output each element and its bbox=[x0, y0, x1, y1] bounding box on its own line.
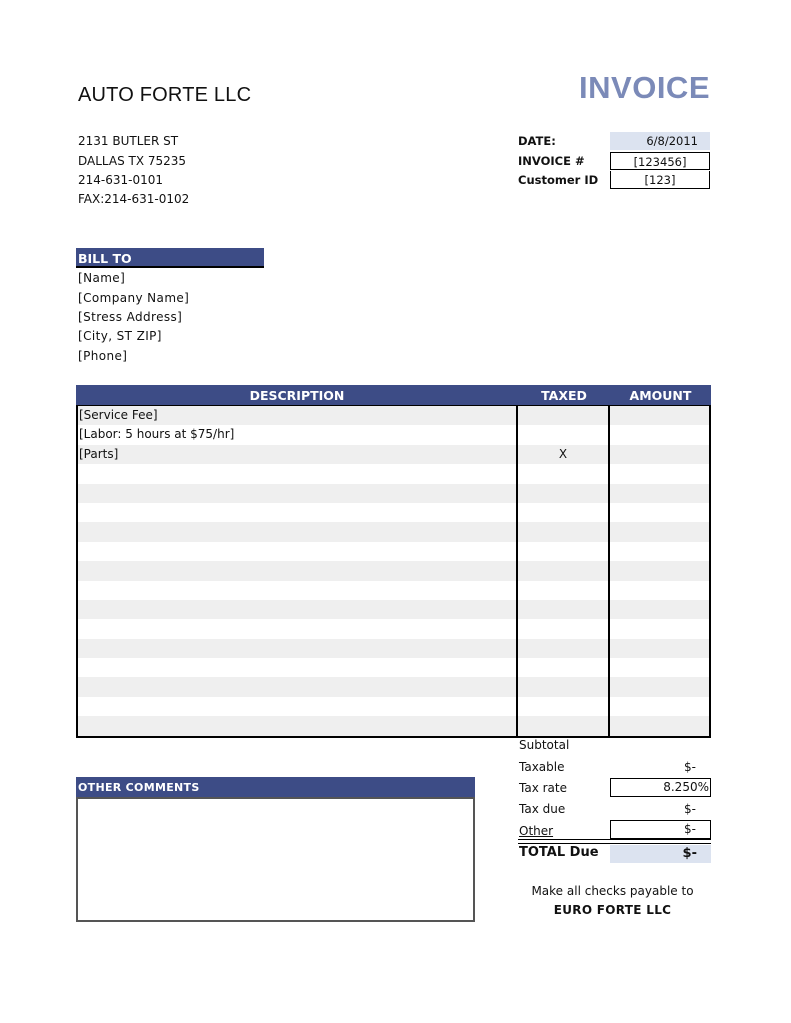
description-cell[interactable]: [Parts] bbox=[78, 445, 518, 464]
taxed-cell[interactable] bbox=[518, 484, 610, 503]
amount-cell[interactable] bbox=[610, 716, 709, 735]
invoice-number-field[interactable]: [123456] bbox=[610, 152, 710, 170]
table-row bbox=[78, 542, 709, 561]
amount-cell[interactable] bbox=[610, 561, 709, 580]
tax-due-value: $- bbox=[684, 802, 696, 816]
bill-to-phone[interactable]: [Phone] bbox=[78, 349, 128, 363]
taxed-cell[interactable] bbox=[518, 697, 610, 716]
table-row bbox=[78, 716, 709, 735]
table-row bbox=[78, 600, 709, 619]
description-cell[interactable]: [Labor: 5 hours at $75/hr] bbox=[78, 425, 518, 444]
taxed-cell[interactable] bbox=[518, 658, 610, 677]
taxed-cell[interactable] bbox=[518, 561, 610, 580]
taxed-cell[interactable]: X bbox=[518, 445, 610, 464]
taxed-cell[interactable] bbox=[518, 716, 610, 735]
line-items-table bbox=[76, 385, 711, 738]
amount-cell[interactable] bbox=[610, 581, 709, 600]
total-due-value: $- bbox=[610, 845, 711, 863]
company-address-line: DALLAS TX 75235 bbox=[78, 154, 187, 168]
taxed-cell[interactable] bbox=[518, 406, 610, 425]
description-column-header: DESCRIPTION bbox=[249, 388, 345, 403]
company-address-line: 2131 BUTLER ST bbox=[78, 134, 179, 148]
payee-name: EURO FORTE LLC bbox=[553, 903, 672, 917]
table-row bbox=[78, 561, 709, 580]
taxed-cell[interactable] bbox=[518, 503, 610, 522]
amount-cell[interactable] bbox=[610, 677, 709, 696]
description-cell[interactable] bbox=[78, 581, 518, 600]
table-row bbox=[78, 445, 709, 464]
table-row bbox=[78, 639, 709, 658]
table-row bbox=[78, 619, 709, 638]
description-cell[interactable] bbox=[78, 522, 518, 541]
amount-cell[interactable] bbox=[610, 522, 709, 541]
taxed-cell[interactable] bbox=[518, 677, 610, 696]
taxed-cell[interactable] bbox=[518, 522, 610, 541]
table-row bbox=[78, 484, 709, 503]
amount-cell[interactable] bbox=[610, 484, 709, 503]
taxed-cell[interactable] bbox=[518, 639, 610, 658]
amount-cell[interactable] bbox=[610, 445, 709, 464]
amount-cell[interactable] bbox=[610, 425, 709, 444]
description-cell[interactable] bbox=[78, 542, 518, 561]
description-cell[interactable] bbox=[78, 639, 518, 658]
description-cell[interactable] bbox=[78, 619, 518, 638]
other-label: Other bbox=[519, 824, 554, 838]
description-cell[interactable] bbox=[78, 484, 518, 503]
company-name: AUTO FORTE LLC bbox=[78, 84, 252, 106]
amount-cell[interactable] bbox=[610, 639, 709, 658]
taxable-value: $- bbox=[684, 760, 696, 774]
table-row bbox=[78, 425, 709, 444]
taxed-cell[interactable] bbox=[518, 600, 610, 619]
other-field[interactable]: $- bbox=[610, 820, 711, 839]
amount-cell[interactable] bbox=[610, 542, 709, 561]
description-cell[interactable] bbox=[78, 658, 518, 677]
table-row bbox=[78, 581, 709, 600]
taxed-cell[interactable] bbox=[518, 464, 610, 483]
description-cell[interactable] bbox=[78, 464, 518, 483]
table-row bbox=[78, 464, 709, 483]
bill-to-name[interactable]: [Name] bbox=[78, 271, 126, 285]
date-field[interactable]: 6/8/2011 bbox=[610, 132, 710, 150]
description-cell[interactable] bbox=[78, 600, 518, 619]
bill-to-city[interactable]: [City, ST ZIP] bbox=[78, 329, 162, 343]
amount-cell[interactable] bbox=[610, 697, 709, 716]
amount-cell[interactable] bbox=[610, 600, 709, 619]
description-cell[interactable]: [Service Fee] bbox=[78, 406, 518, 425]
taxed-cell[interactable] bbox=[518, 542, 610, 561]
taxed-cell[interactable] bbox=[518, 619, 610, 638]
tax-rate-field[interactable]: 8.250% bbox=[610, 778, 711, 797]
other-comments-heading: OTHER COMMENTS bbox=[76, 777, 475, 797]
table-row bbox=[78, 658, 709, 677]
table-row bbox=[78, 406, 709, 425]
table-row bbox=[78, 522, 709, 541]
customer-id-label: Customer ID bbox=[518, 173, 599, 187]
amount-cell[interactable] bbox=[610, 658, 709, 677]
total-due-label: TOTAL Due bbox=[519, 845, 599, 860]
table-row bbox=[78, 697, 709, 716]
taxable-label: Taxable bbox=[519, 760, 565, 774]
amount-cell[interactable] bbox=[610, 503, 709, 522]
taxed-cell[interactable] bbox=[518, 581, 610, 600]
tax-rate-label: Tax rate bbox=[519, 781, 567, 795]
description-cell[interactable] bbox=[78, 677, 518, 696]
tax-due-label: Tax due bbox=[519, 802, 566, 816]
bill-to-company[interactable]: [Company Name] bbox=[78, 291, 190, 305]
other-comments-field[interactable] bbox=[76, 797, 475, 922]
description-cell[interactable] bbox=[78, 716, 518, 735]
subtotal-label: Subtotal bbox=[519, 738, 570, 752]
amount-column-header: AMOUNT bbox=[629, 388, 692, 403]
bill-to-street[interactable]: [Stress Address] bbox=[78, 310, 183, 324]
amount-cell[interactable] bbox=[610, 464, 709, 483]
customer-id-field[interactable]: [123] bbox=[610, 171, 710, 189]
taxed-column-header: TAXED bbox=[541, 388, 587, 403]
date-label: DATE: bbox=[518, 134, 556, 148]
amount-cell[interactable] bbox=[610, 619, 709, 638]
description-cell[interactable] bbox=[78, 561, 518, 580]
taxed-cell[interactable] bbox=[518, 425, 610, 444]
company-fax: FAX:214-631-0102 bbox=[78, 192, 190, 206]
description-cell[interactable] bbox=[78, 697, 518, 716]
line-items-header bbox=[76, 385, 711, 405]
company-phone: 214-631-0101 bbox=[78, 173, 164, 187]
bill-to-heading: BILL TO bbox=[76, 248, 264, 268]
line-items-body bbox=[76, 405, 711, 738]
amount-cell[interactable] bbox=[610, 406, 709, 425]
invoice-title: INVOICE bbox=[579, 70, 710, 105]
payment-note: Make all checks payable to bbox=[531, 884, 694, 898]
total-double-rule bbox=[518, 839, 711, 844]
table-row bbox=[78, 677, 709, 696]
description-cell[interactable] bbox=[78, 503, 518, 522]
invoice-number-label: INVOICE # bbox=[518, 154, 585, 168]
table-row bbox=[78, 503, 709, 522]
